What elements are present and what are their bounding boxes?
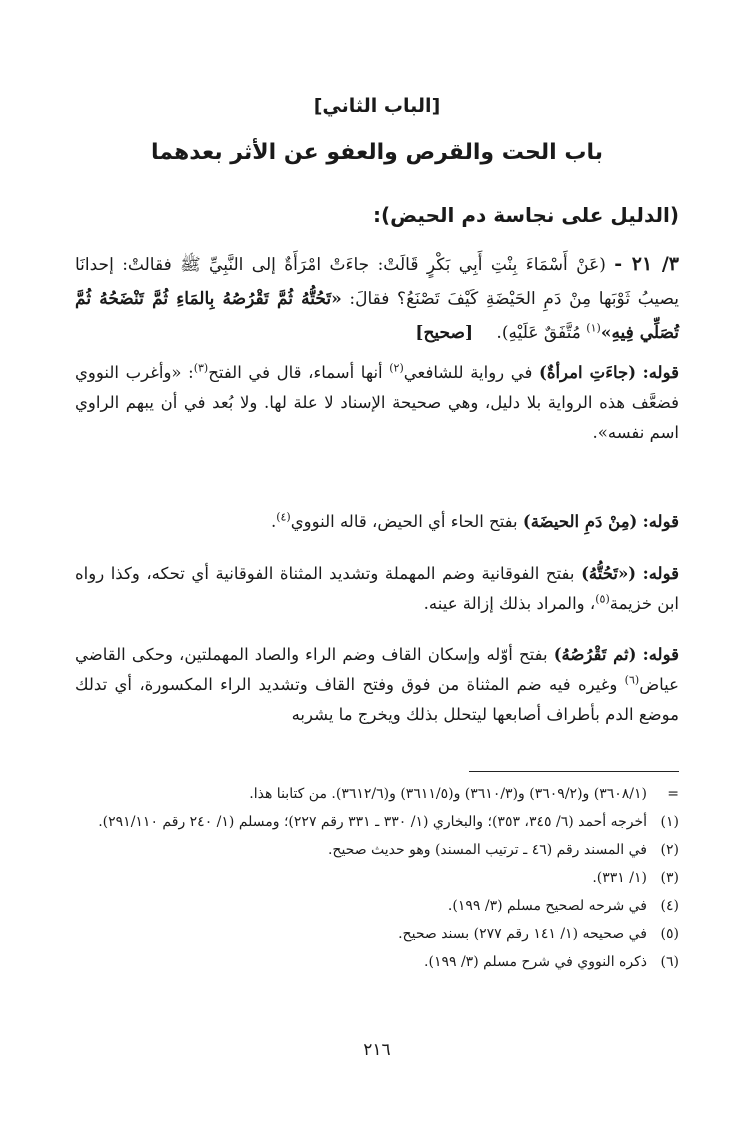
- commentary-label: قوله:: [642, 564, 680, 583]
- footnote-item: [75, 948, 679, 976]
- commentary-text: في رواية للشافعي: [403, 363, 533, 382]
- footnote-mark: (٢): [660, 842, 679, 858]
- footnote-text: في صحيحه (١/ ١٤١ رقم ٢٧٧) بسند صحيح.: [398, 926, 647, 942]
- hadith-number: ٣/ ٢١ -: [614, 253, 679, 275]
- commentary-text: ، والمراد بذلك إزالة عينه.: [423, 594, 596, 613]
- footnote-ref: (٢): [389, 361, 404, 375]
- footnote-text: في المسند رقم (٤٦ ـ ترتيب المسند) وهو حديث صحيح.: [327, 842, 647, 858]
- footnote-mark: (١): [660, 814, 679, 830]
- commentary-text: : «وأغرب النووي فضعَّف هذه الرواية بلا دليل، وهي صحيحة الإسناد لا علة لها. ولا بُعد في أن يبهم الراوي اسم نفسه».: [75, 363, 679, 442]
- footnote-divider: [469, 771, 679, 772]
- chapter-title: باب الحت والقرص والعفو عن الأثر بعدهما: [151, 140, 603, 165]
- footnote-text: أخرجه أحمد (٦/ ٣٤٥، ٣٥٣)؛ والبخاري (١/ ٣٣٠ ـ ٣٣١ رقم ٢٢٧)؛ ومسلم (١/ ٢٤٠ رقم ٢٩١/١١٠).: [98, 814, 647, 830]
- commentary-label: قوله:: [642, 363, 680, 382]
- footnotes: [75, 780, 679, 976]
- hadith-grade: [صحيح]: [415, 323, 474, 343]
- footnote-item: [75, 808, 679, 836]
- commentary-text: بفتح أوّله وإسكان القاف وضم الراء والصاد المهملتين، وحكى القاضي عياض: [75, 645, 679, 694]
- commentary-paragraph: [75, 507, 679, 537]
- commentary-paragraph: [75, 358, 679, 448]
- hadith-closing: مُتَّفَقٌ عَلَيْهِ).: [496, 323, 581, 343]
- footnote-item: [75, 780, 679, 808]
- page-number: ٢١٦: [363, 1040, 391, 1060]
- footnote-text: (١/ ٣٣١).: [592, 870, 647, 886]
- footnote-item: [75, 892, 679, 920]
- section-heading: (الدليل على نجاسة دم الحيض):: [372, 203, 679, 227]
- footnote-ref: (٤): [276, 510, 291, 524]
- commentary-text: بفتح الفوقانية وضم المهملة وتشديد المثناة الفوقانية أي تحكه، وكذا رواه ابن خزيمة: [75, 564, 679, 613]
- commentary-term: (مِنْ دَمِ الحيضَة): [522, 512, 638, 531]
- commentary-label: قوله:: [642, 512, 679, 531]
- commentary-text: وغيره فيه ضم المثناة من فوق وفتح القاف وتشديد الراء المكسورة، أي تدلك موضع الدم بأطراف أصابعها ليتحلل بذلك ويخرج ما يشربه: [75, 675, 679, 724]
- hadith-text: [75, 247, 679, 350]
- footnote-mark: =: [667, 786, 679, 802]
- footnote-mark: (٣): [660, 870, 679, 886]
- chapter-label: [الباب الثاني]: [313, 95, 441, 117]
- footnote-ref: (١): [586, 321, 601, 335]
- footnote-item: [75, 864, 679, 892]
- commentary-label: قوله:: [642, 645, 679, 664]
- commentary-paragraph: [75, 640, 679, 730]
- commentary-text: .: [270, 512, 277, 531]
- footnote-ref: (٦): [624, 673, 640, 687]
- footnote-text: في شرحه لصحيح مسلم (٣/ ١٩٩).: [447, 898, 647, 914]
- footnote-mark: (٦): [660, 954, 679, 970]
- commentary-term: («تَحُتُّهُ): [581, 564, 637, 583]
- commentary-paragraph: [75, 559, 679, 619]
- hadith-opening: (عَنْ أَسْمَاءَ بِنْتِ أَبِي بَكْرٍ قَالَتْ: جاءَتْ امْرَأَةٌ إلى النَّبِيِّ ﷺ فقالتْ: إحدانَا يصيبُ ثَوْبَها مِنْ دَمِ الحَيْضَةِ كَيْفَ تَصْنَعُ؟ فقالَ:: [75, 255, 680, 309]
- commentary-text: أنها أسماء، قال في الفتح: [208, 363, 383, 382]
- commentary-text: بفتح الحاء أي الحيض، قاله النووي: [290, 512, 518, 531]
- footnote-text: ذكره النووي في شرح مسلم (٣/ ١٩٩).: [424, 954, 647, 970]
- footnote-item: [75, 836, 679, 864]
- footnote-mark: (٤): [660, 898, 679, 914]
- footnote-text: (٣٦٠٨/١) و(٣٦٠٩/٢) و(٣٦١٠/٣) و(٣٦١١/٥) و(٣٦١٢/٦). من كتابنا هذا.: [249, 786, 647, 802]
- hadith-quote: «تَحُتُّهُ ثُمَّ تَقْرُصُهُ بِالمَاءِ ثُمَّ تَنْضَحُهُ ثُمَّ تُصَلِّي فِيهِ»: [75, 289, 679, 343]
- footnote-ref: (٥): [595, 592, 610, 606]
- footnote-ref: (٣): [193, 361, 209, 375]
- commentary-term: (جاءَتِ امرأةٌ): [539, 363, 637, 382]
- footnote-item: [75, 920, 679, 948]
- commentary-term: (ثم تَقْرُصُهُ): [553, 645, 637, 664]
- footnote-mark: (٥): [660, 926, 679, 942]
